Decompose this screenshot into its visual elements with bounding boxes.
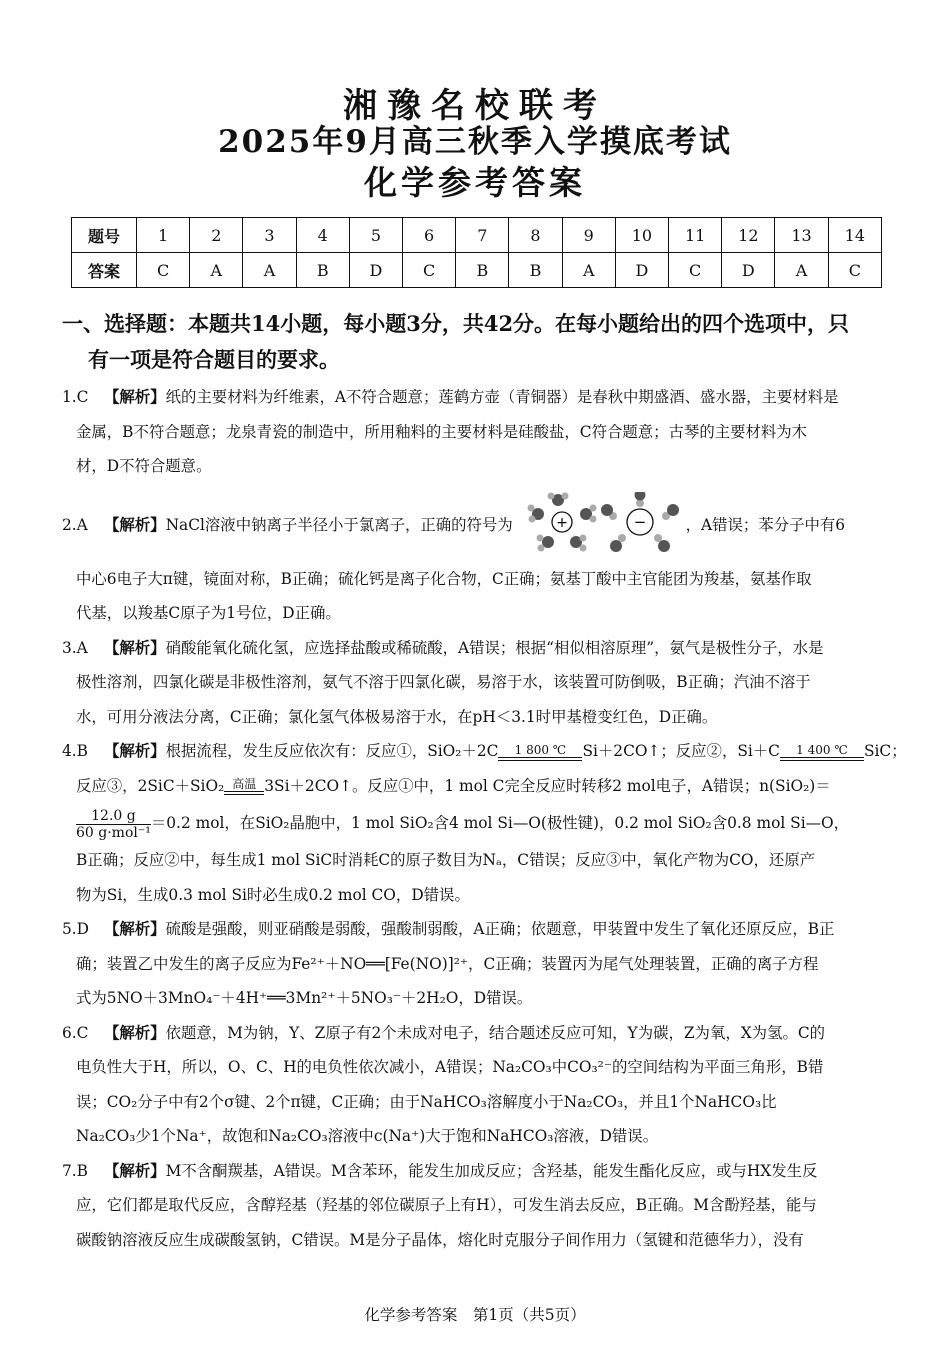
analysis-tag: 【解析】 bbox=[104, 742, 166, 760]
item-number: 7.B bbox=[62, 1161, 88, 1180]
item-text: 式为5NO＋3MnO₄⁻＋4H⁺══3Mn²⁺＋5NO₃⁻＋2H₂O，D错误。 bbox=[76, 989, 533, 1007]
item-number: 5.D bbox=[62, 920, 90, 938]
fraction-numerator: 12.0 g bbox=[76, 808, 151, 825]
page-footer: 化学参考答案 第1页（共5页） bbox=[364, 1306, 586, 1324]
hydrated-ions-diagram bbox=[518, 492, 686, 556]
reaction-condition: 1 400 ℃ bbox=[796, 742, 848, 757]
item-text: SiC； bbox=[863, 742, 907, 760]
reaction-condition-arrow bbox=[780, 744, 864, 761]
minus-sign: − bbox=[633, 512, 646, 531]
table-cell: 14 bbox=[828, 218, 881, 253]
table-cell: 4 bbox=[296, 218, 349, 253]
table-cell: B bbox=[296, 253, 349, 288]
analysis-tag: 【解析】 bbox=[104, 1023, 166, 1042]
answer-key-table bbox=[71, 217, 882, 288]
table-cell: 2 bbox=[190, 218, 243, 253]
item-text: Si＋2CO↑；反应②，Si＋C bbox=[582, 742, 780, 760]
plus-sign: + bbox=[555, 514, 568, 531]
analysis-tag: 【解析】 bbox=[104, 515, 166, 534]
table-cell: B bbox=[509, 253, 562, 288]
table-cell: 6 bbox=[403, 218, 456, 253]
item-number: 3.A bbox=[62, 638, 88, 657]
analysis-tag: 【解析】 bbox=[104, 388, 166, 406]
item-number: 1.C bbox=[62, 388, 89, 406]
item-text: NaCl溶液中钠离子半径小于氯离子，正确的符号为 bbox=[165, 515, 513, 534]
item-text: 材，D不符合题意。 bbox=[76, 457, 212, 475]
reaction-condition-arrow bbox=[498, 744, 582, 761]
analysis-tag: 【解析】 bbox=[104, 638, 166, 657]
item-text: 硝酸能氧化硫化氢，应选择盐酸或稀硫酸，A错误；根据“相似相溶原理”，氨气是极性分子，水是 bbox=[165, 638, 824, 657]
exam-organizer-title: 湘豫名校联考 bbox=[343, 86, 607, 126]
reaction-condition-arrow bbox=[224, 778, 264, 795]
item-text: 反应③，2SiC＋SiO₂ bbox=[76, 776, 225, 795]
table-cell: 11 bbox=[669, 218, 722, 253]
explanation-item-6 bbox=[62, 1016, 896, 1154]
item-text: 纸的主要材料为纤维素，A不符合题意；莲鹤方壶（青铜器）是春秋中期盛酒、盛水器，主要材料是 bbox=[165, 388, 839, 406]
fraction-denominator: 60 g·mol⁻¹ bbox=[76, 824, 151, 841]
row-label-answer: 答案 bbox=[72, 253, 137, 288]
item-text: ，A错误；苯分子中有6 bbox=[685, 515, 846, 534]
item-text: 金属，B不符合题意；龙泉青瓷的制造中，所用釉料的主要材料是硅酸盐，C符合题意；古琴的主要材料为木 bbox=[76, 422, 808, 441]
explanations-list bbox=[62, 380, 907, 1257]
table-cell: D bbox=[615, 253, 668, 288]
table-cell: 12 bbox=[722, 218, 775, 253]
item-text: 依题意，M为钠，Y、Z原子有2个未成对电子，结合题述反应可知，Y为碳，Z为氧，X为氢。C的 bbox=[165, 1023, 826, 1042]
item-text: 硫酸是强酸，则亚硝酸是弱酸，强酸制弱酸，A正确；依题意，甲装置中发生了氧化还原反应，B正 bbox=[165, 920, 835, 938]
reaction-condition: 高温 bbox=[232, 777, 257, 791]
section-heading-line2: 有一项是符合题目的要求。 bbox=[88, 347, 340, 372]
table-cell: 5 bbox=[349, 218, 402, 253]
analysis-tag: 【解析】 bbox=[104, 1161, 166, 1180]
table-cell: A bbox=[775, 253, 828, 288]
item-text: 误；CO₂分子中有2个σ键、2个π键，C正确；由于NaHCO₃溶解度小于Na₂CO₃，并且1个NaHCO₃比 bbox=[76, 1092, 777, 1111]
item-text: 确；装置乙中发生的离子反应为Fe²⁺＋NO══[Fe(NO)]²⁺，C正确；装置丙为尾气处理装置，正确的离子方程 bbox=[76, 954, 819, 973]
item-text: 极性溶剂，四氯化碳是非极性溶剂，氨气不溶于四氯化碳，易溶于水，该装置可防倒吸，B正确；汽油不溶于 bbox=[76, 673, 811, 691]
table-cell: 9 bbox=[562, 218, 615, 253]
table-cell: 13 bbox=[775, 218, 828, 253]
item-number: 6.C bbox=[62, 1023, 89, 1042]
hydrated-sodium-ion bbox=[527, 492, 596, 551]
table-cell: C bbox=[669, 253, 722, 288]
reaction-condition: 1 800 ℃ bbox=[514, 742, 567, 757]
item-text: 3Si＋2CO↑。反应①中，1 mol C完全反应时转移2 mol电子，A错误；n(SiO₂)＝ bbox=[264, 776, 831, 795]
item-number: 2.A bbox=[62, 515, 88, 534]
explanation-item-2 bbox=[62, 494, 896, 631]
explanation-item-5 bbox=[62, 912, 896, 1016]
table-cell: D bbox=[722, 253, 775, 288]
explanation-item-1 bbox=[62, 380, 896, 484]
table-cell: 1 bbox=[137, 218, 190, 253]
table-cell: 8 bbox=[509, 218, 562, 253]
section-heading-line1: 一、选择题：本题共14小题，每小题3分，共42分。在每小题给出的四个选项中，只 bbox=[62, 311, 850, 336]
table-cell: 7 bbox=[456, 218, 509, 253]
item-text: 应，它们都是取代反应，含醇羟基（羟基的邻位碳原子上有H），可发生消去反应，B正确。M含酚羟基，能与 bbox=[76, 1196, 817, 1214]
row-label-number: 题号 bbox=[72, 218, 137, 253]
item-text: Na₂CO₃少1个Na⁺，故饱和Na₂CO₃溶液中c(Na⁺)大于饱和NaHCO₃溶液，D错误。 bbox=[76, 1127, 659, 1145]
table-cell: B bbox=[456, 253, 509, 288]
explanation-item-4 bbox=[62, 734, 907, 912]
explanation-item-3 bbox=[62, 631, 896, 735]
table-cell: D bbox=[349, 253, 402, 288]
question-number-row bbox=[72, 218, 882, 253]
item-text: 中心6电子大π键，镜面对称，B正确；硫化钙是离子化合物，C正确；氨基丁酸中主官能团为羧基，氨基作取 bbox=[76, 569, 812, 588]
section-heading bbox=[62, 306, 892, 378]
item-text: 根据流程，发生反应依次有：反应①，SiO₂＋2C bbox=[165, 742, 499, 760]
analysis-tag: 【解析】 bbox=[104, 920, 166, 938]
item-text: B正确；反应②中，每生成1 mol SiC时消耗C的原子数目为Nₐ，C错误；反应③中，氧化产物为CO，还原产 bbox=[76, 851, 816, 869]
exam-name-title: 2025年9月高三秋季入学摸底考试 bbox=[218, 124, 732, 160]
item-text: 碳酸钠溶液反应生成碳酸氢钠，C错误。M是分子晶体，熔化时克服分子间作用力（氢键和范德华力），没有 bbox=[76, 1230, 804, 1249]
table-cell: C bbox=[828, 253, 881, 288]
item-number: 4.B bbox=[62, 742, 88, 760]
mass-over-molar-mass-fraction bbox=[76, 808, 151, 841]
table-cell: C bbox=[137, 253, 190, 288]
table-cell: C bbox=[403, 253, 456, 288]
table-cell: A bbox=[190, 253, 243, 288]
item-text: 代基，以羧基C原子为1号位，D正确。 bbox=[76, 604, 341, 622]
table-cell: 10 bbox=[615, 218, 668, 253]
item-text: M不含酮羰基，A错误。M含苯环，能发生加成反应；含羟基，能发生酯化反应，或与HX发生反 bbox=[165, 1161, 818, 1180]
item-text: 物为Si，生成0.3 mol Si时必生成0.2 mol CO，D错误。 bbox=[76, 885, 470, 904]
answer-row bbox=[72, 253, 882, 288]
hydrated-chloride-ion bbox=[601, 492, 679, 552]
table-cell: A bbox=[562, 253, 615, 288]
table-cell: 3 bbox=[243, 218, 296, 253]
table-cell: A bbox=[243, 253, 296, 288]
subject-title: 化学参考答案 bbox=[364, 163, 586, 202]
item-text: 水，可用分液法分离，C正确；氯化氢气体极易溶于水，在pH＜3.1时甲基橙变红色，D正确。 bbox=[76, 707, 718, 726]
item-text: 电负性大于H，所以，O、C、H的电负性依次减小，A错误；Na₂CO₃中CO₃²⁻的空间结构为平面三角形，B错 bbox=[76, 1058, 824, 1076]
item-text: ＝0.2 mol，在SiO₂晶胞中，1 mol SiO₂含4 mol Si—O(极性键)，0.2 mol SiO₂含0.8 mol Si—O， bbox=[150, 814, 850, 832]
explanation-item-7 bbox=[62, 1154, 896, 1258]
